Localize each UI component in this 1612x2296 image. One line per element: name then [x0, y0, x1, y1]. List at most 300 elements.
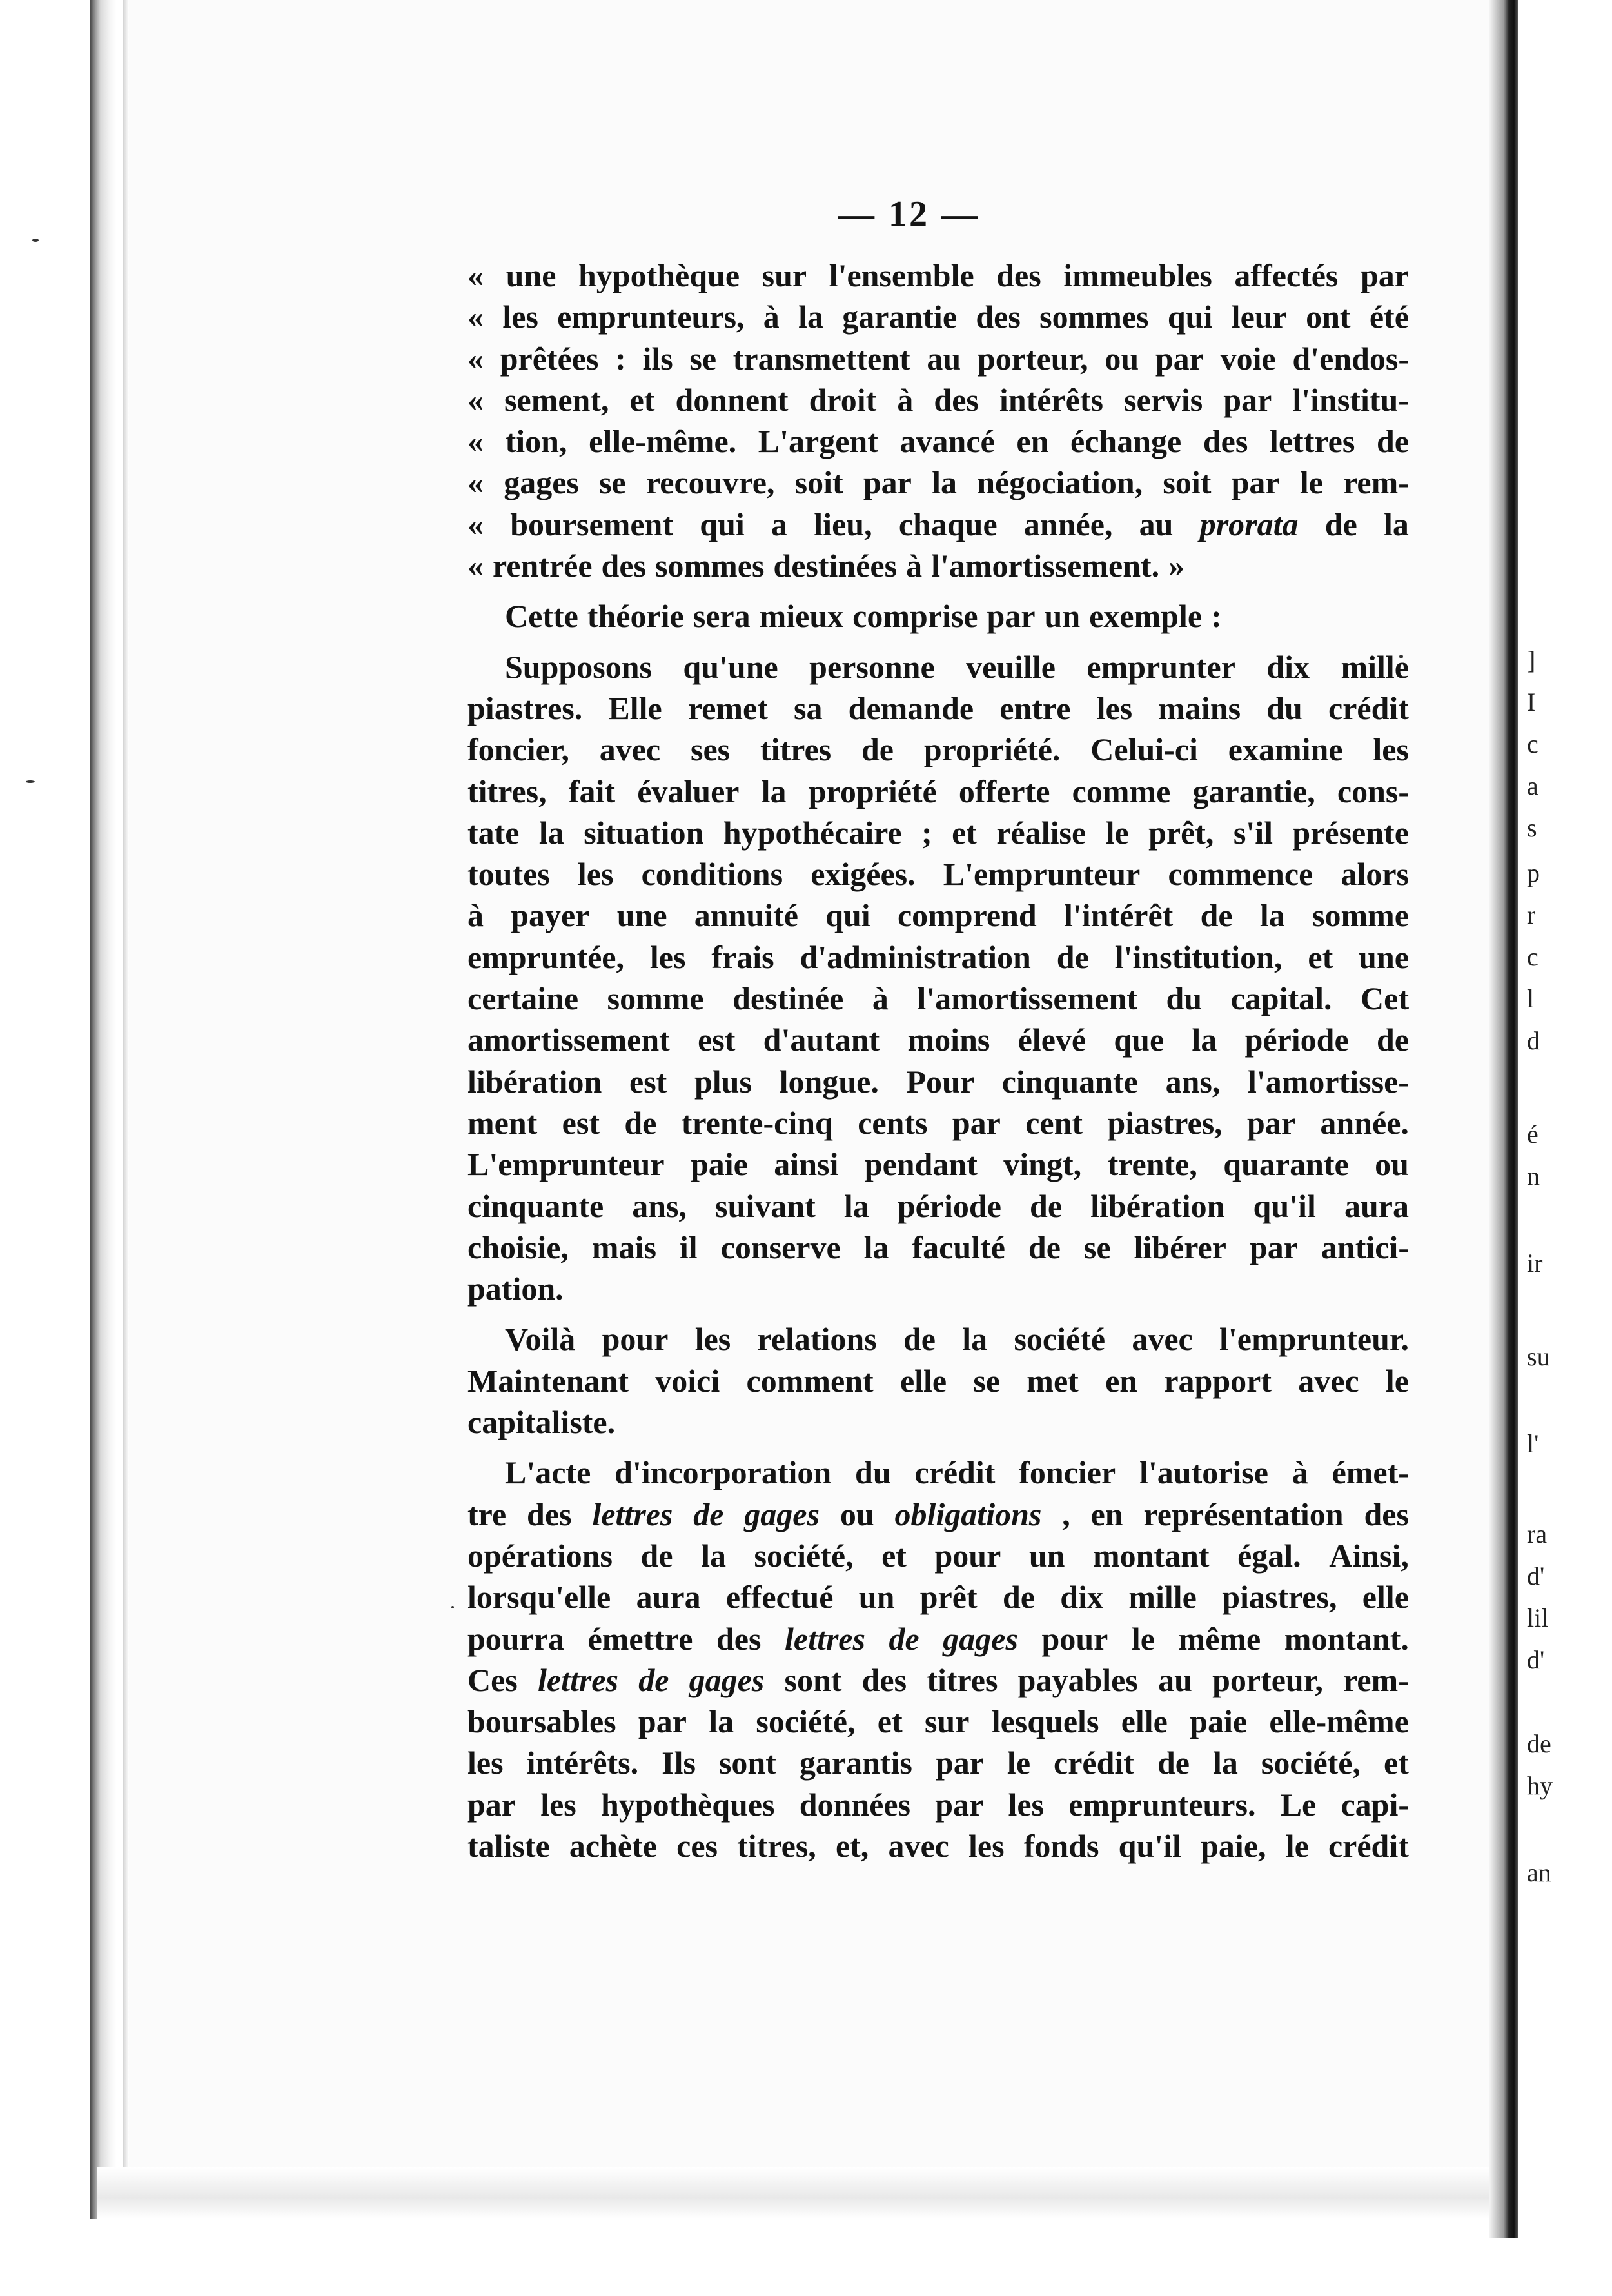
text-line — [467, 1227, 1409, 1268]
italic-word: lettres — [537, 1661, 618, 1698]
word: de — [1028, 1229, 1061, 1265]
word: en — [1090, 1496, 1123, 1532]
word: titres — [927, 1661, 998, 1698]
word: frais — [711, 938, 774, 975]
word: est — [629, 1063, 667, 1100]
word: réalise — [996, 814, 1086, 851]
word: lettres — [1269, 423, 1355, 460]
word: par — [1223, 381, 1272, 418]
word: et — [952, 814, 977, 851]
word: cinquante — [467, 1187, 604, 1224]
word: la — [761, 773, 787, 809]
word: piastres. — [467, 689, 583, 726]
word: pour — [1041, 1620, 1108, 1657]
word: ; — [921, 814, 932, 851]
word: représentation — [1143, 1496, 1344, 1532]
word: « — [467, 506, 484, 542]
word: exigées. — [811, 856, 916, 893]
word: avec — [599, 731, 661, 768]
word: emprunteurs. — [1068, 1786, 1256, 1823]
word: échange — [1070, 423, 1182, 460]
word: période — [897, 1187, 1001, 1224]
word: : — [1211, 598, 1222, 635]
word: se — [1083, 1229, 1111, 1265]
word: examine — [1228, 731, 1343, 768]
word: société, — [756, 1703, 856, 1740]
word: trente, — [1107, 1146, 1197, 1183]
word: données — [799, 1786, 910, 1823]
word: prêtées — [500, 340, 599, 377]
word: et — [1384, 1745, 1409, 1781]
word: l'ensemble — [829, 257, 974, 293]
word: destinées — [773, 548, 898, 584]
word: immeubles — [1063, 257, 1212, 293]
word: exemple — [1089, 598, 1203, 635]
word: un — [858, 1579, 895, 1616]
word: l'institu- — [1292, 381, 1409, 418]
word: conserve — [720, 1229, 841, 1265]
text-line — [467, 688, 1409, 729]
word: amortissement — [467, 1022, 670, 1058]
word: un — [1028, 1537, 1065, 1574]
word: opérations — [467, 1537, 613, 1574]
word: plus — [694, 1063, 752, 1100]
text-line — [467, 1535, 1409, 1576]
word: même — [1178, 1620, 1261, 1657]
word: emprunteurs, — [557, 299, 745, 335]
word: paie, — [1201, 1827, 1266, 1864]
word: intérêts — [999, 381, 1103, 418]
text-line — [467, 595, 1409, 637]
word: la — [798, 299, 823, 335]
text-line — [467, 1185, 1409, 1227]
word: de — [640, 1537, 673, 1574]
adjacent-page-edge — [1518, 0, 1612, 2296]
word: au — [1158, 1661, 1192, 1698]
word: boursement — [510, 506, 674, 542]
word: par — [1360, 257, 1409, 293]
word: des — [996, 257, 1041, 293]
word: titres — [760, 731, 832, 768]
text-line — [467, 1494, 1409, 1535]
word: sement, — [504, 381, 609, 418]
word: moins — [907, 1022, 990, 1058]
word: elle-même — [1269, 1703, 1409, 1740]
word: avec — [888, 1827, 949, 1864]
word: ou — [1105, 340, 1139, 377]
word: entre — [999, 689, 1071, 726]
word: personne — [809, 648, 935, 685]
word: évaluer — [637, 773, 740, 809]
adjacent-page-fragment: an — [1527, 1858, 1551, 1887]
word: l'intérêt — [1063, 897, 1174, 934]
adjacent-page-fragment: lil — [1527, 1603, 1549, 1632]
adjacent-page-fragment: su — [1527, 1342, 1550, 1371]
word: une — [616, 897, 667, 934]
adjacent-page-fragment: n — [1527, 1162, 1540, 1191]
word: qui — [825, 897, 870, 934]
word: par — [863, 464, 912, 501]
word: Pour — [906, 1063, 975, 1100]
word: la — [932, 464, 957, 501]
word: crédit — [914, 1454, 996, 1491]
word: mieux — [759, 598, 844, 635]
word: la — [709, 1703, 734, 1740]
text-line — [467, 646, 1409, 688]
word: servis — [1124, 381, 1203, 418]
word: pour — [934, 1537, 1001, 1574]
word: titres, — [737, 1827, 816, 1864]
binding-shadow — [90, 0, 116, 2219]
word: société — [1014, 1321, 1106, 1358]
word: est — [562, 1104, 600, 1141]
word: recouvre, — [645, 464, 775, 501]
adjacent-page-fragment: a — [1527, 771, 1538, 800]
word: par — [935, 1786, 984, 1823]
word: ans, — [632, 1187, 687, 1224]
word: sera — [693, 598, 751, 635]
word: demande — [848, 689, 974, 726]
word: les — [502, 299, 538, 335]
word: mains — [1158, 689, 1241, 726]
text-line — [467, 1659, 1409, 1701]
adjacent-page-fragment: é — [1527, 1120, 1538, 1149]
word: L'emprunteur — [943, 856, 1141, 893]
word: emprunter — [1086, 648, 1235, 685]
word: fonds — [1023, 1827, 1099, 1864]
word: « — [467, 257, 484, 293]
adjacent-page-fragment: de — [1527, 1729, 1551, 1758]
word: capi- — [1341, 1786, 1409, 1823]
word: les — [577, 856, 614, 893]
text-line — [467, 1143, 1409, 1185]
italic-word: gages — [689, 1661, 765, 1698]
word: longue. — [779, 1063, 879, 1100]
adjacent-page-fragment: l' — [1527, 1429, 1539, 1458]
word: « — [467, 464, 484, 501]
text-line — [467, 729, 1409, 770]
word: présente — [1292, 814, 1409, 851]
word: de — [1324, 506, 1357, 542]
word: une — [1359, 938, 1409, 975]
word: de — [1030, 1187, 1063, 1224]
word: tre — [467, 1496, 507, 1532]
word: Voilà — [505, 1321, 576, 1358]
word: offerte — [958, 773, 1050, 809]
word: pourra — [467, 1620, 564, 1657]
word: et — [877, 1703, 903, 1740]
word: toutes — [467, 856, 550, 893]
word: le — [1105, 814, 1129, 851]
word: hypothèque — [578, 257, 740, 293]
word: Ils — [662, 1745, 696, 1781]
word: la — [1384, 506, 1409, 542]
word: suivant — [715, 1187, 816, 1224]
word: à — [467, 897, 484, 934]
word: voici — [655, 1362, 720, 1399]
word: remet — [687, 689, 768, 726]
word: droit — [809, 381, 877, 418]
text-line — [467, 1825, 1409, 1866]
word: l'amortissement — [917, 980, 1137, 1017]
word: d'autant — [763, 1022, 880, 1058]
word: année. — [1320, 1104, 1409, 1141]
word: des — [1203, 423, 1248, 460]
word: : — [615, 340, 626, 377]
text-line — [467, 1360, 1409, 1401]
word: la — [962, 1321, 988, 1358]
word: égal. — [1237, 1537, 1301, 1574]
word: payer — [511, 897, 590, 934]
word: faculté — [912, 1229, 1005, 1265]
word: d'incorporation — [614, 1454, 832, 1491]
word: les — [540, 1786, 576, 1823]
word: la — [843, 1187, 869, 1224]
word: relations — [757, 1321, 877, 1358]
book-gutter — [1489, 0, 1518, 2238]
word: pour — [602, 1321, 669, 1358]
word: garantie — [842, 299, 958, 335]
word: conditions — [641, 856, 783, 893]
word: s'il — [1233, 814, 1273, 851]
word: se — [599, 464, 626, 501]
text-line — [467, 462, 1409, 503]
word: et — [629, 381, 655, 418]
text-line — [467, 1618, 1409, 1659]
word: montant. — [1284, 1620, 1409, 1657]
word: hypothèques — [600, 1786, 775, 1823]
word: ainsi — [774, 1146, 839, 1183]
word: crédit — [1328, 1827, 1409, 1864]
word: L'argent — [758, 423, 878, 460]
text-line — [467, 978, 1409, 1019]
text-line — [467, 771, 1409, 812]
word: tion, — [505, 423, 567, 460]
word: émet- — [1332, 1454, 1409, 1491]
word: le — [1131, 1620, 1155, 1657]
word: propriété — [808, 773, 937, 809]
word: ment — [467, 1104, 538, 1141]
word: avec — [1298, 1362, 1359, 1399]
word: des — [527, 1496, 572, 1532]
word: donnent — [675, 381, 789, 418]
text-line — [467, 504, 1409, 545]
word: les — [649, 938, 686, 975]
text-line — [467, 895, 1409, 936]
word: mille — [1341, 648, 1409, 685]
word: que — [1114, 1022, 1165, 1058]
word: fait — [568, 773, 616, 809]
word: pation. — [467, 1271, 564, 1307]
word: « — [467, 423, 484, 460]
word: à — [1292, 1454, 1308, 1491]
word: rem- — [1343, 1661, 1409, 1698]
italic-word: lettres — [784, 1620, 865, 1657]
word: rapport — [1164, 1362, 1272, 1399]
word: libération — [1090, 1187, 1225, 1224]
word: Cet — [1361, 980, 1409, 1017]
word: elle-même. — [589, 423, 737, 460]
adjacent-page-fragment: c — [1527, 729, 1538, 758]
word: ou — [840, 1496, 874, 1532]
word: cons- — [1337, 773, 1409, 809]
word: » — [1168, 548, 1185, 584]
text-line — [467, 255, 1409, 296]
word: leur — [1231, 299, 1287, 335]
text-line — [467, 1019, 1409, 1060]
word: comprise — [852, 598, 978, 635]
word: « — [467, 548, 484, 584]
word: montant — [1092, 1537, 1210, 1574]
word: rentrée — [493, 548, 593, 584]
word: sont — [718, 1745, 776, 1781]
word: met — [1027, 1362, 1079, 1399]
word: Ainsi, — [1329, 1537, 1409, 1574]
word: société, — [754, 1537, 854, 1574]
adjacent-page-fragment: hy — [1527, 1771, 1553, 1800]
word: et, — [835, 1827, 869, 1864]
word: cent — [1025, 1104, 1083, 1141]
text-line — [467, 1701, 1409, 1742]
word: mais — [591, 1229, 656, 1265]
word: par — [987, 598, 1036, 635]
word: théorie — [587, 598, 684, 635]
word: le — [1285, 1827, 1309, 1864]
italic-word: gages — [943, 1620, 1018, 1657]
word: situation — [584, 814, 704, 851]
word: se — [973, 1362, 1001, 1399]
word: ces — [676, 1827, 718, 1864]
adjacent-page-fragment: ] — [1527, 646, 1536, 675]
scan-speck — [32, 239, 39, 242]
word: à — [872, 980, 889, 1017]
word: qu'il — [1253, 1187, 1316, 1224]
word: des — [934, 381, 979, 418]
word: sommes — [655, 548, 765, 584]
word: l'emprunteur. — [1219, 1321, 1409, 1358]
word: sur — [924, 1703, 970, 1740]
word: prêt — [919, 1579, 978, 1616]
word: est — [698, 1022, 736, 1058]
word: de — [1376, 1022, 1409, 1058]
word: de — [1200, 897, 1233, 934]
word: antici- — [1321, 1229, 1409, 1265]
word: « — [467, 381, 484, 418]
italic-word: de — [889, 1620, 919, 1657]
word: foncier — [1019, 1454, 1116, 1491]
adjacent-page-fragment: r — [1527, 900, 1536, 929]
word: elle — [1362, 1579, 1409, 1616]
adjacent-page-fragment: d' — [1527, 1561, 1545, 1590]
word: crédit — [1054, 1745, 1134, 1781]
text-line — [467, 338, 1409, 379]
word: été — [1369, 299, 1409, 335]
word: affectés — [1234, 257, 1339, 293]
word: Cette — [505, 598, 578, 635]
word: elle — [1121, 1703, 1168, 1740]
italic-word: gages — [744, 1496, 820, 1532]
word: soit — [794, 464, 843, 501]
word: d'endos- — [1292, 340, 1409, 377]
word: par — [638, 1703, 687, 1740]
text-line — [467, 1318, 1409, 1360]
word: période — [1244, 1022, 1349, 1058]
word: des — [716, 1620, 762, 1657]
word: piastres, — [1107, 1104, 1223, 1141]
text-line — [467, 936, 1409, 978]
word: de — [1056, 938, 1089, 975]
word: la — [1213, 1745, 1238, 1781]
word: l'autorise — [1139, 1454, 1268, 1491]
word: Maintenant — [467, 1362, 629, 1399]
word: de — [903, 1321, 936, 1358]
word: aura — [636, 1579, 701, 1616]
text-line — [467, 1452, 1409, 1493]
word: , — [1062, 1496, 1070, 1532]
adjacent-page-fragment: l — [1527, 984, 1535, 1013]
word: « — [467, 299, 484, 335]
word: ils — [642, 340, 673, 377]
word: les — [968, 1827, 1005, 1864]
word: et — [1308, 938, 1333, 975]
word: la — [1259, 897, 1285, 934]
word: tate — [467, 814, 520, 851]
page-number: — 12 — — [838, 194, 980, 234]
word: du — [1266, 689, 1302, 726]
word: en — [1105, 1362, 1138, 1399]
word: les — [1096, 689, 1133, 726]
word: garantis — [799, 1745, 912, 1781]
word: à — [763, 299, 780, 335]
word: par — [467, 1786, 516, 1823]
adjacent-page-fragment: ra — [1527, 1519, 1548, 1549]
word: élevé — [1017, 1022, 1086, 1058]
word: Celui-ci — [1090, 731, 1198, 768]
word: par — [952, 1104, 1001, 1141]
text-line — [467, 421, 1409, 462]
word: somme — [607, 980, 704, 1017]
word: ont — [1306, 299, 1351, 335]
text-line — [467, 853, 1409, 895]
italic-word: de — [638, 1661, 669, 1698]
word: émettre — [587, 1620, 693, 1657]
word: de — [1002, 1579, 1035, 1616]
word: payables — [1017, 1661, 1138, 1698]
word: en — [1016, 423, 1049, 460]
text-line — [467, 1061, 1409, 1102]
text-line — [467, 1268, 1409, 1309]
word: a — [771, 506, 788, 542]
word: capital. — [1230, 980, 1332, 1017]
word: chaque — [898, 506, 998, 542]
word: la — [863, 1229, 889, 1265]
word: libération — [467, 1063, 602, 1100]
word: Ces — [467, 1661, 518, 1698]
word: les — [1008, 1786, 1044, 1823]
text-line — [467, 379, 1409, 421]
adjacent-page-fragment: p — [1527, 858, 1540, 887]
word: lesquels — [991, 1703, 1099, 1740]
word: des — [1364, 1496, 1409, 1532]
word: par — [935, 1745, 984, 1781]
word: qui — [700, 506, 745, 542]
word: porteur, — [1212, 1661, 1323, 1698]
word: au — [927, 340, 961, 377]
word: elle — [899, 1362, 947, 1399]
italic-word: de — [693, 1496, 724, 1532]
word: annuité — [694, 897, 798, 934]
word: choisie, — [467, 1229, 569, 1265]
